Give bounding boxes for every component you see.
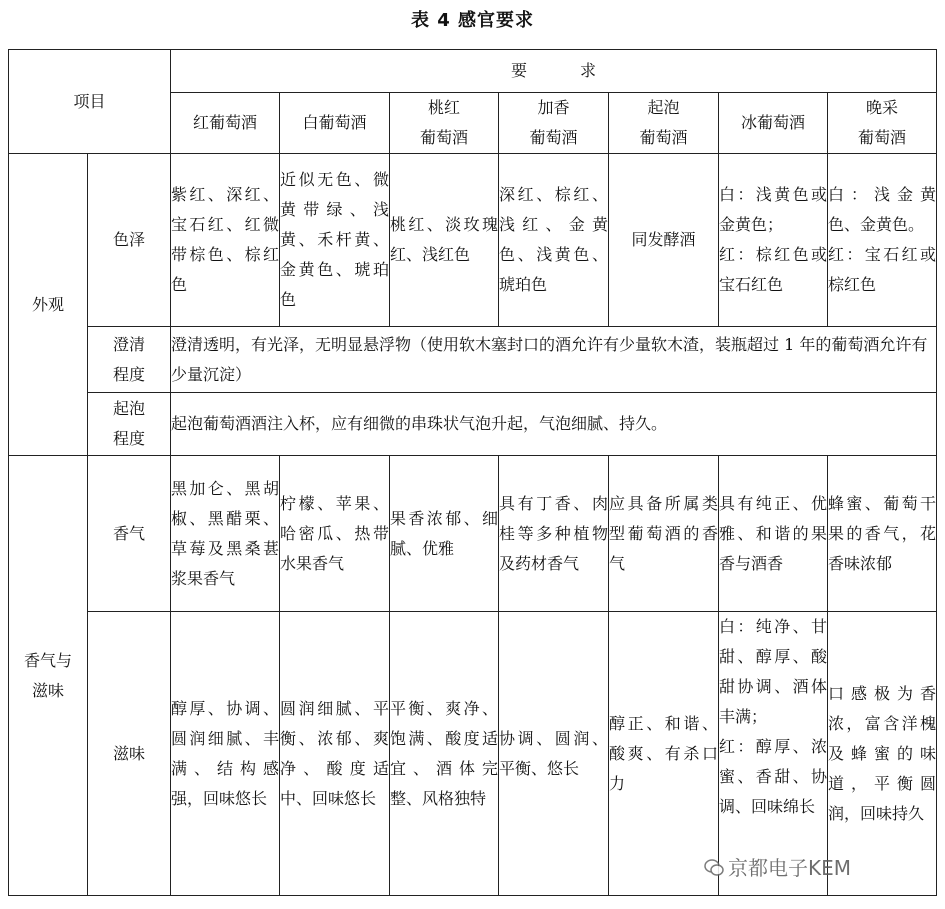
taste-cell: 醇厚、协调、圆润细腻、丰满、结构感强，回味悠长 [171, 612, 280, 896]
column-header: 加香 葡萄酒 [499, 93, 609, 154]
taste-cell: 平衡、爽净、饱满、酸度适宜、酒体完整、风格独特 [390, 612, 499, 896]
aroma-cell: 具有纯正、优雅、和谐的果香与酒香 [719, 456, 828, 612]
row-label-clarity: 澄清 程度 [88, 327, 171, 393]
watermark-text: 京都电子KEM [728, 856, 852, 880]
aroma-cell: 应具备所属类型葡萄酒的香气 [609, 456, 719, 612]
row-label-foaming: 起泡 程度 [88, 393, 171, 456]
taste-cell: 协调、圆润、平衡、悠长 [499, 612, 609, 896]
table-title: 表 4 感官要求 [410, 10, 535, 31]
aroma-cell: 柠檬、苹果、哈密瓜、热带水果香气 [280, 456, 390, 612]
group-aroma-taste: 香气与 滋味 [9, 456, 88, 896]
color-cell: 白：浅黄色或金黄色； 红：棕红色或宝石红色 [719, 154, 828, 327]
column-header: 冰葡萄酒 [719, 93, 828, 154]
column-header: 晚采 葡萄酒 [828, 93, 937, 154]
aroma-cell: 具有丁香、肉桂等多种植物及药材香气 [499, 456, 609, 612]
column-header: 红葡萄酒 [171, 93, 280, 154]
aroma-cell: 黑加仑、黑胡椒、黑醋栗、草莓及黑桑葚浆果香气 [171, 456, 280, 612]
header-requirement [171, 50, 937, 93]
taste-cell: 醇正、和谐、酸爽、有杀口力 [609, 612, 719, 896]
row-label-aroma: 香气 [88, 456, 171, 612]
aroma-cell: 果香浓郁、细腻、优雅 [390, 456, 499, 612]
clarity-text: 澄清透明，有光泽，无明显悬浮物（使用软木塞封口的酒允许有少量软木渣，装瓶超过 1 年的葡萄酒允许有少量沉淀） [171, 327, 937, 393]
color-cell: 紫红、深红、宝石红、红微带棕色、棕红色 [171, 154, 280, 327]
column-header: 起泡 葡萄酒 [609, 93, 719, 154]
sensory-requirements-table [8, 49, 937, 896]
row-label-taste: 滋味 [88, 612, 171, 896]
taste-cell: 口感极为香浓，富含洋槐及蜂蜜的味道，平衡圆润，回味持久 [828, 612, 937, 896]
color-cell: 深红、棕红、浅红、金黄色、浅黄色、琥珀色 [499, 154, 609, 327]
color-cell: 桃红、淡玫瑰红、浅红色 [390, 154, 499, 327]
foaming-text: 起泡葡萄酒酒注入杯，应有细微的串珠状气泡升起，气泡细腻、持久。 [171, 393, 937, 456]
header-item: 项目 [9, 50, 171, 154]
chat-bubble-icon [704, 858, 724, 878]
aroma-cell: 蜂蜜、葡萄干果的香气，花香味浓郁 [828, 456, 937, 612]
taste-cell: 白：纯净、甘甜、醇厚、酸甜协调、酒体丰满； 红：醇厚、浓蜜、香甜、协调、回味绵长 [719, 612, 828, 896]
header-requirement-label: 要 求 [510, 61, 621, 80]
column-header: 桃红 葡萄酒 [390, 93, 499, 154]
color-cell: 近似无色、微黄带绿、浅黄、禾杆黄、金黄色、琥珀色 [280, 154, 390, 327]
taste-cell: 圆润细腻、平衡、浓郁、爽净、酸度适中、回味悠长 [280, 612, 390, 896]
group-appearance: 外观 [9, 154, 88, 456]
watermark [704, 852, 851, 881]
color-cell: 同发酵酒 [609, 154, 719, 327]
column-header: 白葡萄酒 [280, 93, 390, 154]
color-cell: 白：浅金黄色、金黄色。 红：宝石红或棕红色 [828, 154, 937, 327]
row-label-color: 色泽 [88, 154, 171, 327]
